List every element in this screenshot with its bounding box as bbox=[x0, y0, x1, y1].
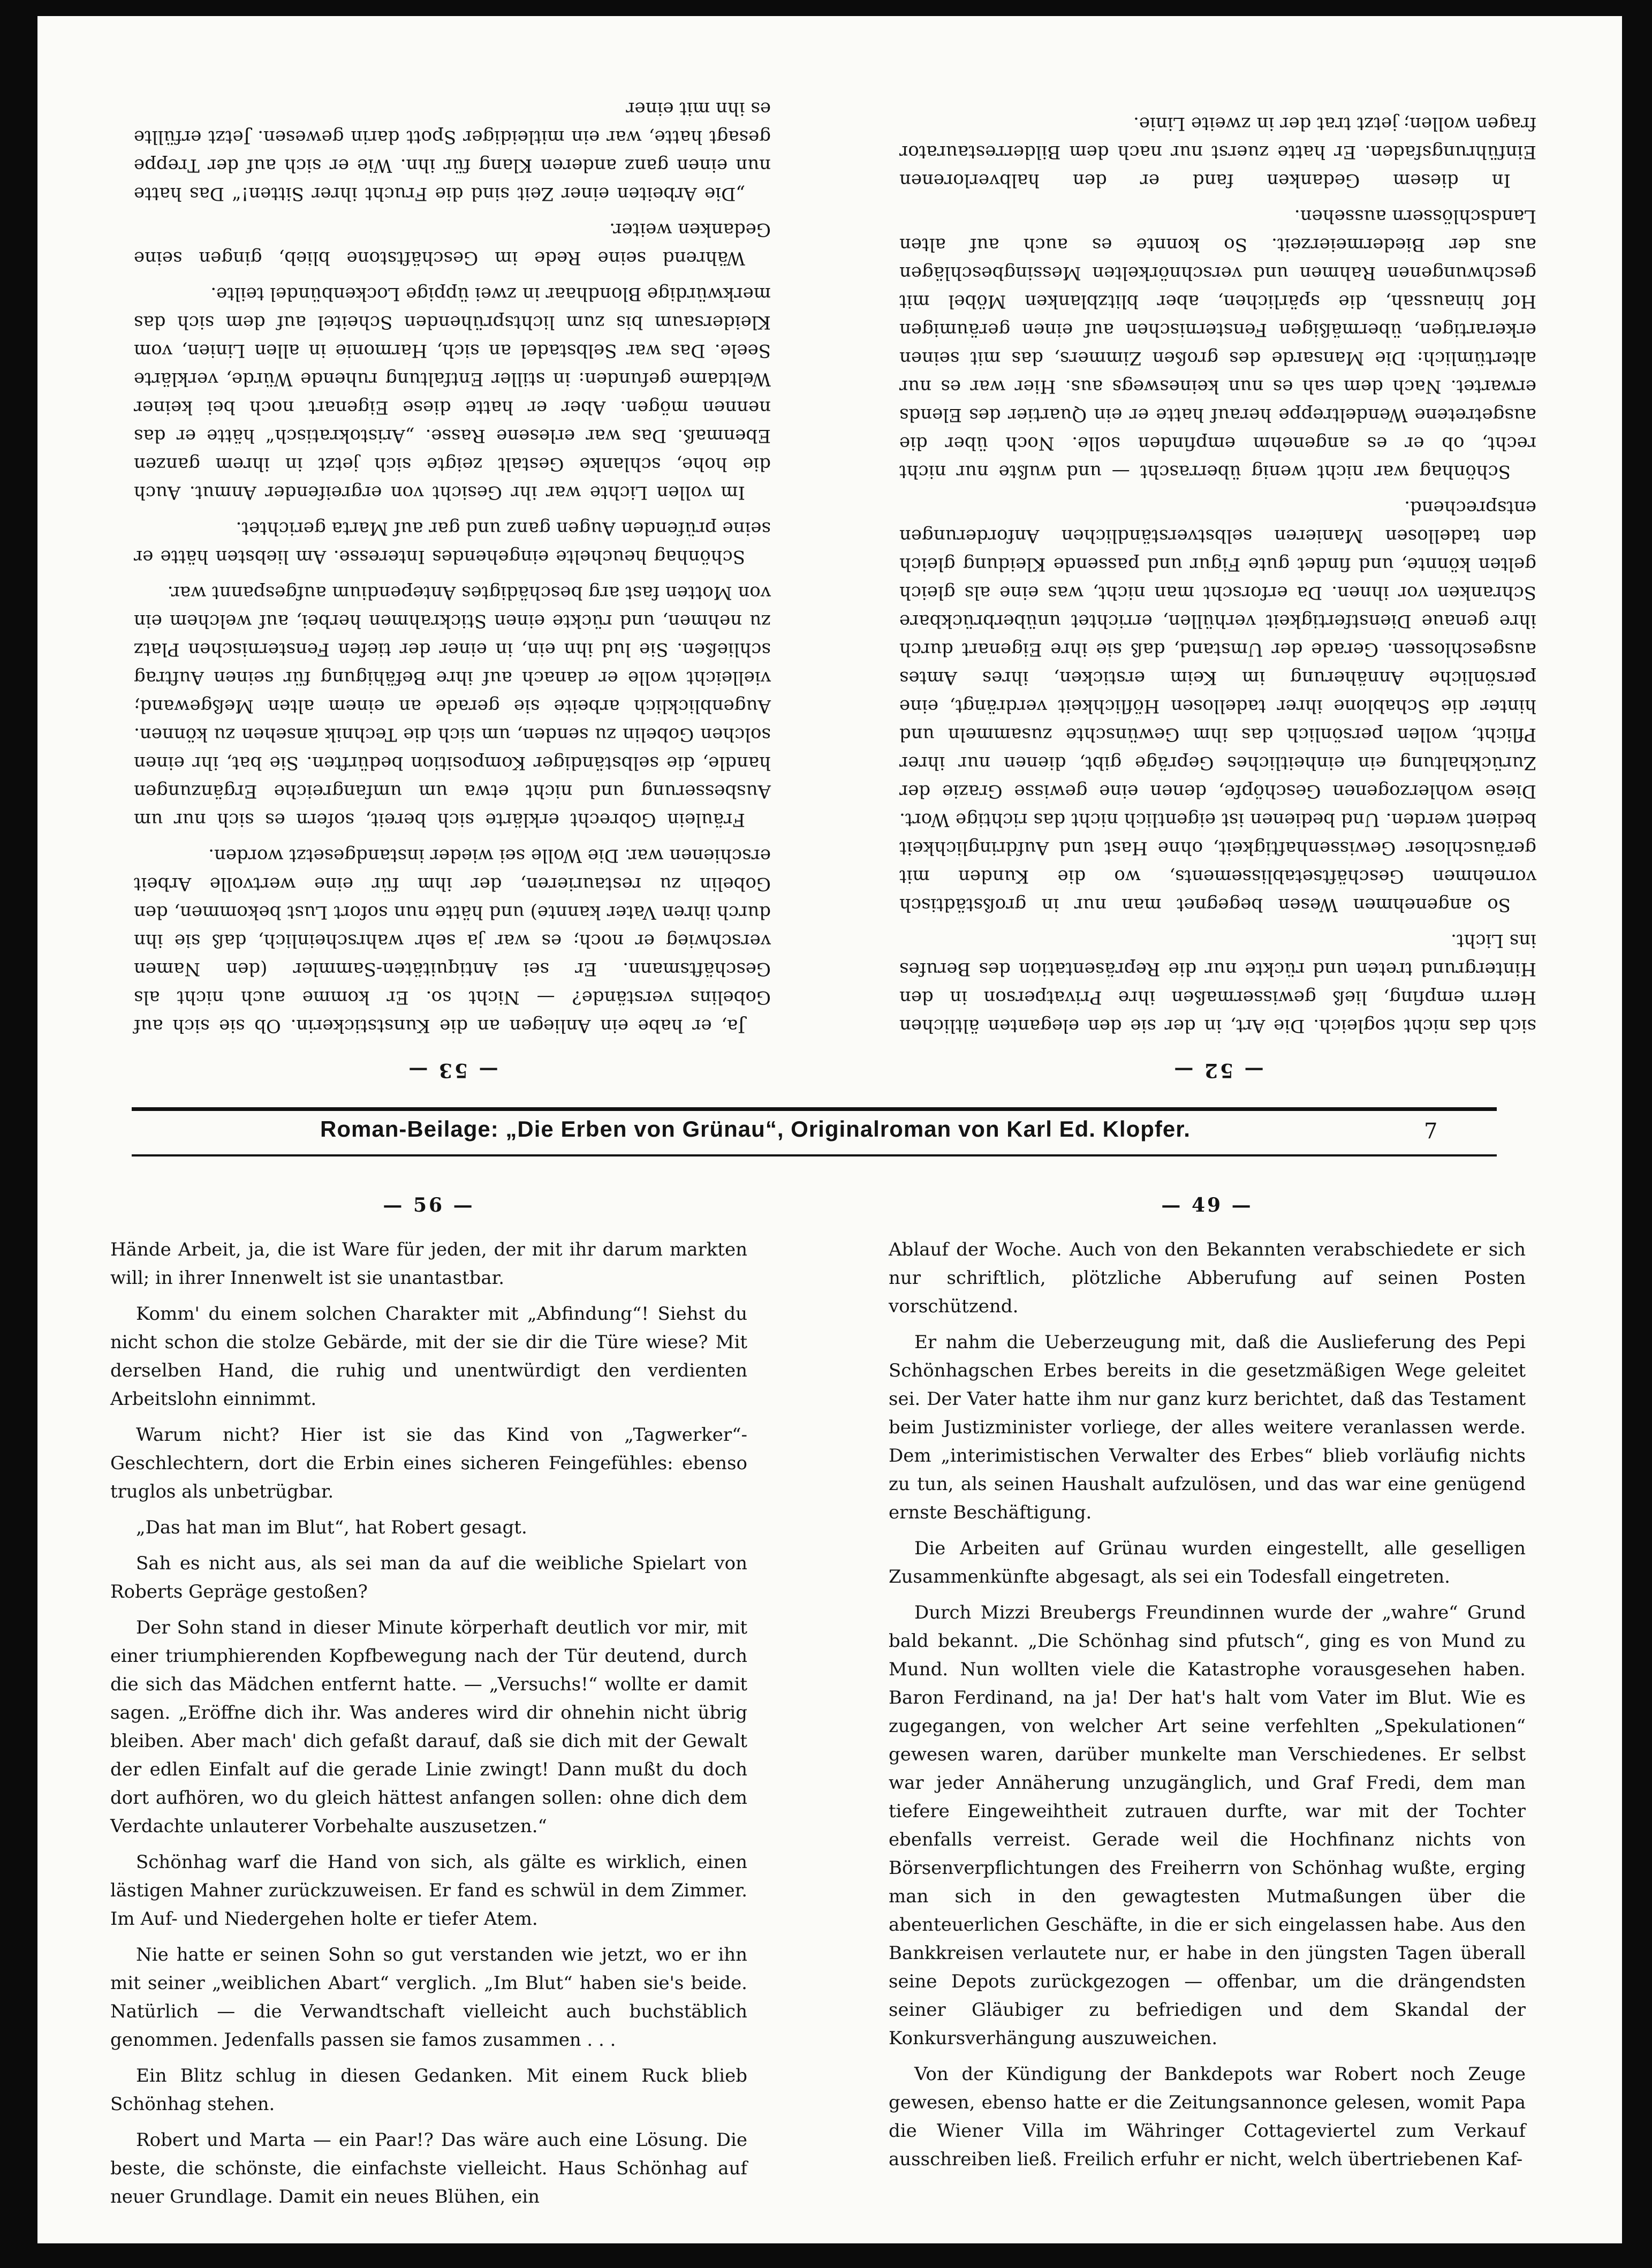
paragraph: sich das nicht sogleich. Die Art, in der sie den eleganten ältlichen Herrn empfing, ließ gewissermaßen ihre Privatperson in den Hintergrund treten und rückte nur die Repräsentation des Berufes ins Licht. bbox=[899, 930, 1536, 1037]
paragraph: Schönhag heuchelte eingehendes Interesse. Am liebsten hätte er seine prüfenden Augen ganz und gar auf Marta gerichtet. bbox=[134, 518, 771, 568]
scan-border-right bbox=[1622, 0, 1652, 2268]
paragraph: Im vollen Lichte war ihr Gesicht von ergreifender Anmut. Auch die hohe, schlanke Gestalt zeigte sich jetzt in ihrem ganzen Ebenmaß. Das war erlesene Rasse. „Aristokratisch“ hätte er das nennen mögen. Aber er hatte diese Eigenart noch bei keiner Weltdame gefunden: in stiller Entfaltung ruhende Würde, verklärte Seele. Das war Selbstadel an sich, Harmonie in allen Linien, vom Kleidersaum bis zum lichtsprühenden Scheitel auf dem sich das merkwürdige Blondhaar in zwei üppige Lockenbündel teilte. bbox=[134, 283, 771, 503]
upper-left-text bbox=[134, 94, 771, 1040]
paragraph: Ein Blitz schlug in diesen Gedanken. Mit einem Ruck blieb Schönhag stehen. bbox=[110, 2065, 747, 2115]
paragraph: Durch Mizzi Breubergs Freundinnen wurde der „wahre“ Grund bald bekannt. „Die Schönhag sind pfutsch“, ging es von Mund zu Mund. Nun wollten viele die Katastrophe vorausgesehen haben. Baron Ferdinand, na ja! Der hat's halt vom Vater im Blut. Wie es zugegangen, von welcher Art seine verfehlten „Spekulationen“ gewesen waren, darüber munkelte man Verschiedenes. Er selbst war jeder Annäherung unzugänglich, und Graf Fredi, dem man tiefere Eingeweihtheit zutrauen durfte, war mit der Tochter ebenfalls verreist. Gerade weil die Hochfinanz nichts von Börsenverpflichtungen des Freiherrn von Schönhag wußte, erging man sich in den gewagtesten Mutmaßungen über die abenteuerlichen Geschäfte, in die er sich eingelassen habe. Aus den Bankkreisen verlautete nur, er habe in den jüngsten Tagen überall seine Depots zurückgezogen — offenbar, um die drängendsten seiner Gläubiger zu befriedigen und dem Skandal der Konkursverhängung auszuweichen. bbox=[889, 1602, 1526, 2049]
paragraph: Sah es nicht aus, als sei man da auf die weibliche Spielart von Roberts Gepräge gestoßen? bbox=[110, 1553, 747, 1602]
upside-down-upper-half bbox=[80, 64, 1536, 1082]
page-number: — 49 — bbox=[1161, 1194, 1253, 1216]
paragraph: Robert und Marta — ein Paar!? Das wäre auch eine Lösung. Die beste, die schönste, die einfachste vielleicht. Haus Schönhag auf neuer Grundlage. Damit ein neues Blühen, ein bbox=[110, 2129, 747, 2207]
upper-right-text bbox=[899, 109, 1536, 1040]
paragraph: Schönhag warf die Hand von sich, als gälte es wirklich, einen lästigen Mahner zurückzuweisen. Er fand es schwül in dem Zimmer. Im Auf- und Niedergehen holte er tiefer Atem. bbox=[110, 1851, 747, 1930]
scan-border-top bbox=[0, 0, 1652, 16]
header-rule-top bbox=[132, 1107, 1497, 1111]
paragraph: „Die Arbeiten einer Zeit sind die Frucht ihrer Sitten!“ Das hatte nun einen ganz anderen Klang für ihn. Wie er sich auf der Treppe gesagt hatte, war ein mitleidiger Spott darin gewesen. Jetzt erfüllte es ihn mit einer bbox=[134, 98, 771, 205]
lower-right-page bbox=[889, 1194, 1526, 2181]
scan-border-left bbox=[0, 0, 37, 2268]
paragraph: Nie hatte er seinen Sohn so gut verstanden wie jetzt, wo er ihn mit seiner „weiblichen Abart“ verglich. „Im Blut“ haben sie's beide. Natürlich — die Verwandtschaft vielleicht auch buchstäblich genommen. Jedenfalls passen sie famos zusammen . . . bbox=[110, 1944, 747, 2051]
paragraph: Ja, er habe ein Anliegen an die Kunststickerin. Ob sie sich auf Gobelins verstände? — Nicht so. Er komme auch nicht als Geschäftsmann. Er sei Antiquitäten-Sammler (den Namen verschwieg er noch; es war ja sehr wahrscheinlich, daß sie ihn durch ihren Vater kannte) und hätte nun sofort Lust bekommen, den Gobelin zu restaurieren, der ihm für eine wertvolle Arbeit erschienen war. Die Wolle sei wieder instandgesetzt worden. bbox=[134, 845, 771, 1037]
paragraph: So angenehmen Wesen begegnet man nur in großstädtisch vornehmen Geschäftsetablissements, wo die Kunden mit geräuschloser Gewissenhaftigkeit, ohne Hast und Aufdringlichkeit bedient werden. Und bedienen ist eigentlich nicht das richtige Wort. Diese wohlerzogenen Geschöpfe, denen eine gewisse Grazie der Zurückhaltung ein einheitliches Gepräge gibt, dienen nur ihrer Pflicht, wollen persönlich das ihm Gewünschte zusammeln und hinter die Schablone ihrer tadellosen Höflichkeit verdrängt, eine persönliche Annäherung im Keim ersticken, ihres Amtes ausgeschlossen. Gerade der Umstand, daß sie ihre Eigenart durch ihre genaue Dienstfertigkeit verhüllen, errichtet unüberbrückbare Schranken vor ihnen. Da erforscht man nicht, was eine als gleich gelten könnte, und findet gute Figur und passende Kleidung gleich den tadellosen Manieren selbstverständlichen Anforderungen entsprechend. bbox=[899, 497, 1536, 916]
sheet-number: 7 bbox=[1424, 1119, 1438, 1144]
paragraph: Von der Kündigung der Bankdepots war Robert noch Zeuge gewesen, ebenso hatte er die Zeitungsannonce gelesen, womit Papa die Wiener Villa im Währinger Cottageviertel zum Verkauf ausschreiben ließ. Freilich erfuhr er nicht, welch übertriebenen Kaf- bbox=[889, 2063, 1526, 2170]
header-rule-bottom bbox=[132, 1154, 1497, 1156]
paragraph: In diesem Gedanken fand er den halbverlorenen Einführungsfaden. Er hatte zuerst nur nach dem Bilderrestaurator fragen wollen; jetzt trat der in zweite Linie. bbox=[899, 113, 1536, 191]
page-number: — 52 — bbox=[1172, 1059, 1264, 1082]
paragraph: Hände Arbeit, ja, die ist Ware für jeden, der mit ihr darum markten will; in ihrer Innenwelt ist sie unantastbar. bbox=[110, 1239, 747, 1289]
paragraph: Schönhag war nicht wenig überrascht — und wußte nur nicht recht, ob er es angenehm empfinden solle. Noch über die ausgetretene Wendeltreppe herauf hatte er ein Quartier des Elends erwartet. Nach dem sah es nun keineswegs aus. Hier war es nur altertümlich: Die Mansarde des großen Zimmers, das mit seinen erkerartigen, übermäßigen Fensternischen auf einen geräumigen Hof hinaussah, die spärlichen, aber blitzblanken Möbel mit geschwungenen Rahmen und verschnörkelten Messingbeschlägen aus der Biedermeierzeit. So konnte es auch auf alten Landschlössern aussehen. bbox=[899, 206, 1536, 482]
paragraph: Während seine Rede im Geschäftstone blieb, gingen seine Gedanken weiter. bbox=[134, 219, 771, 269]
paragraph: Der Sohn stand in dieser Minute körperhaft deutlich vor mir, mit einer triumphierenden Kopfbewegung nach der Tür deutend, durch die sich das Mädchen entfernt hatte. — „Versuchs!“ wollte er damit sagen. „Eröffne dich ihr. Was anderes wird dir ohnehin nicht übrig bleiben. Aber mach' dich gefaßt darauf, daß sie dich mit der Gewalt der edlen Einfalt auf die gerade Linie zwingt! Dann mußt du doch dort aufhören, wo du gleich hättest anfangen sollen: ohne dich dem Verdachte unlauterer Vorbehalte auszusetzen.“ bbox=[110, 1617, 747, 1837]
paragraph: Fräulein Gobrecht erklärte sich bereit, sofern es sich nur um Ausbesserung und nicht etwa um umfangreiche Ergänzungen handle, die selbständiger Komposition bedürften. Sie bat, ihr einen solchen Gobelin zu senden, um sich die Technik ansehen zu können. Augenblicklich arbeite sie gerade an einem alten Meßgewand; vielleicht wolle er danach auf ihre Befähigung für seinen Auftrag schließen. Sie lud ihn ein, in einer der tiefen Fensternischen Platz zu nehmen, und rückte einen Stickrahmen herbei, auf welchem ein von Motten fast arg beschädigtes Antependium aufgespannt war. bbox=[134, 582, 771, 830]
upper-page-left bbox=[899, 102, 1536, 1082]
paragraph: Ablauf der Woche. Auch von den Bekannten verabschiedete er sich nur schriftlich, plötzliche Abberufung auf seinen Posten vorschützend. bbox=[889, 1239, 1526, 1317]
upper-page-right bbox=[134, 87, 771, 1082]
paragraph: Komm' du einem solchen Charakter mit „Abfindung“! Siehst du nicht schon die stolze Gebärde, mit der sie dir die Türe wiese? Mit derselben Hand, die ruhig und unentwürdigt den verdienten Arbeitslohn einnimmt. bbox=[110, 1303, 747, 1410]
page-number: — 56 — bbox=[383, 1194, 475, 1216]
paragraph: Warum nicht? Hier ist sie das Kind von „Tagwerker“-Geschlechtern, dort die Erbin eines sicheren Feingefühles: ebenso truglos als unbetrügbar. bbox=[110, 1424, 747, 1502]
paragraph: Er nahm die Ueberzeugung mit, daß die Auslieferung des Pepi Schönhagschen Erbes bereits in die gesetzmäßigen Wege geleitet sei. Der Vater hatte ihm nur ganz kurz berichtet, daß das Testament beim Justizminister vorliege, der alles weitere veranlassen werde. Dem „interimistischen Verwalter des Erbes“ blieb vorläufig nichts zu tun, als seinen Haushalt aufzulösen, und das war eine genügend ernste Beschäftigung. bbox=[889, 1332, 1526, 1523]
page-number: — 53 — bbox=[406, 1059, 498, 1082]
scan-border-bottom bbox=[0, 2243, 1652, 2268]
paragraph: Die Arbeiten auf Grünau wurden eingestellt, alle geselligen Zusammenkünfte abgesagt, als sei ein Todesfall eingetreten. bbox=[889, 1538, 1526, 1587]
lower-left-page bbox=[110, 1194, 747, 2219]
supplement-header: Roman-Beilage: „Die Erben von Grünau“, Originalroman von Karl Ed. Klopfer. bbox=[320, 1116, 1191, 1141]
paragraph: „Das hat man im Blut“, hat Robert gesagt. bbox=[136, 1517, 527, 1538]
